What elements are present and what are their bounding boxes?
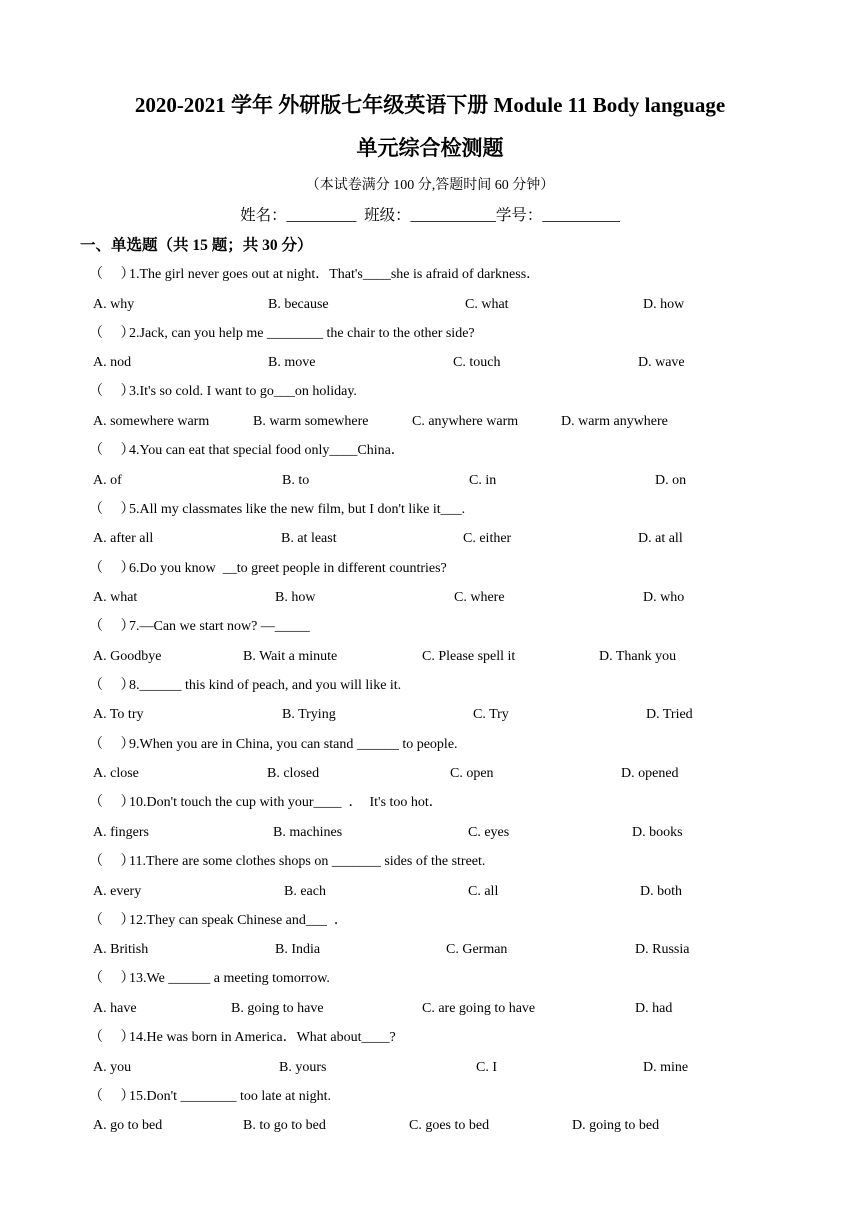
question-text: 14.He was born in America．What about____?: [129, 1030, 396, 1046]
option-b: B. warm somewhere: [253, 413, 369, 429]
question-2: [89, 324, 475, 344]
option-d: D. had: [635, 1000, 673, 1016]
option-a: A. To try: [93, 707, 144, 723]
question-9: [89, 735, 458, 755]
answer-blank[interactable]: （ ）: [89, 854, 135, 869]
option-a: A. you: [93, 1059, 132, 1075]
question-13: [89, 969, 330, 989]
option-c: C. Please spell it: [422, 648, 516, 664]
option-c: C. anywhere warm: [412, 413, 519, 429]
option-d: D. Tried: [646, 707, 693, 723]
option-a: A. British: [93, 942, 149, 958]
question-3: [89, 382, 357, 402]
option-a: A. after all: [93, 531, 154, 547]
option-b: B. because: [268, 296, 329, 312]
exam-note: （本试卷满分 100 分,答题时间 60 分钟）: [305, 178, 555, 193]
option-d: D. on: [655, 472, 687, 488]
question-text: 8.______ this kind of peach, and you will like it.: [129, 677, 402, 693]
option-b: B. Wait a minute: [243, 648, 338, 664]
question-text: 10.Don't touch the cup with your____ ． It's too hot．: [129, 795, 443, 811]
option-b: B. to: [282, 472, 310, 488]
option-d: D. at all: [638, 531, 683, 547]
question-8: [89, 676, 401, 696]
question-7: [89, 617, 310, 637]
option-c: C. touch: [453, 355, 501, 371]
option-b: B. closed: [267, 766, 320, 782]
question-text: 4.You can eat that special food only____China．: [129, 443, 405, 459]
answer-blank[interactable]: （ ）: [89, 912, 135, 928]
question-text: 12.They can speak Chinese and___ ．: [129, 912, 348, 928]
option-c: C. open: [450, 766, 494, 782]
question-text: 1.The girl never goes out at night．That's____she is afraid of darkness．: [129, 267, 541, 282]
option-c: C. what: [465, 296, 509, 312]
option-d: D. warm anywhere: [561, 413, 668, 429]
option-d: D. books: [632, 824, 683, 840]
option-d: D. how: [643, 296, 685, 312]
question-15: [89, 1087, 331, 1107]
question-text: 11.There are some clothes shops on _______ sides of the street.: [129, 854, 486, 869]
option-b: B. how: [275, 590, 316, 605]
option-c: C. Try: [473, 707, 509, 723]
question-text: 3.It's so cold. I want to go___on holiday.: [129, 384, 357, 400]
option-c: C. German: [446, 942, 508, 958]
answer-blank[interactable]: （ ）: [89, 1030, 135, 1046]
option-c: C. in: [469, 472, 497, 488]
page-subtitle: 单元综合检测题: [356, 136, 504, 160]
option-c: C. are going to have: [422, 1000, 536, 1016]
answer-blank[interactable]: （ ）: [89, 267, 135, 282]
option-b: B. yours: [279, 1059, 327, 1075]
option-c: C. goes to bed: [409, 1118, 490, 1134]
option-b: B. to go to bed: [243, 1118, 326, 1134]
option-d: D. opened: [621, 766, 679, 782]
question-text: 13.We ______ a meeting tomorrow.: [129, 971, 330, 987]
question-5: [89, 500, 465, 520]
answer-blank[interactable]: （ ）: [89, 325, 135, 341]
page-title: 2020-2021 学年 外研版七年级英语下册 Module 11 Body language: [134, 93, 726, 117]
question-6: [89, 559, 447, 579]
option-d: D. Thank you: [599, 648, 677, 664]
option-c: C. I: [476, 1059, 497, 1075]
option-a: A. somewhere warm: [93, 413, 210, 429]
question-text: 2.Jack, can you help me ________ the chair to the other side?: [129, 325, 475, 341]
option-d: D. both: [640, 883, 682, 899]
option-a: A. what: [93, 590, 138, 605]
option-a: A. every: [93, 883, 142, 899]
option-a: A. go to bed: [93, 1118, 163, 1134]
answer-blank[interactable]: （ ）: [89, 795, 135, 811]
question-4: [89, 441, 405, 461]
option-b: B. machines: [273, 824, 343, 840]
answer-blank[interactable]: （ ）: [89, 560, 135, 576]
option-a: A. close: [93, 766, 139, 782]
question-text: 5.All my classmates like the new film, but I don't like it___.: [129, 501, 466, 517]
option-c: C. where: [454, 590, 505, 605]
answer-blank[interactable]: （ ）: [89, 619, 135, 635]
question-text: 15.Don't ________ too late at night.: [129, 1088, 332, 1104]
option-c: C. either: [463, 531, 512, 547]
option-d: D. mine: [643, 1059, 689, 1075]
option-a: A. why: [93, 296, 135, 312]
section-heading: 一、单选题（共 15 题；共 30 分）: [80, 237, 313, 254]
option-a: A. fingers: [93, 824, 149, 840]
option-a: A. nod: [93, 355, 132, 371]
answer-blank[interactable]: （ ）: [89, 971, 135, 987]
option-d: D. who: [643, 590, 685, 605]
option-c: C. all: [468, 883, 499, 899]
student-info-line: 姓名：_________ 班级：___________学号：__________: [240, 207, 620, 224]
answer-blank[interactable]: （ ）: [89, 501, 135, 517]
question-text: 9.When you are in China, you can stand ______ to people.: [129, 736, 458, 752]
answer-blank[interactable]: （ ）: [89, 1088, 135, 1104]
answer-blank[interactable]: （ ）: [89, 443, 135, 459]
option-a: A. have: [93, 1000, 137, 1016]
question-11: [89, 852, 485, 872]
option-d: D. Russia: [635, 942, 690, 958]
option-b: B. move: [268, 355, 316, 371]
option-a: A. Goodbye: [93, 648, 162, 664]
option-a: A. of: [93, 472, 122, 488]
question-12: [89, 911, 348, 931]
question-10: [89, 793, 443, 813]
answer-blank[interactable]: （ ）: [89, 677, 135, 693]
option-d: D. going to bed: [572, 1118, 660, 1134]
answer-blank[interactable]: （ ）: [89, 736, 135, 752]
question-text: 7.—Can we start now? —_____: [129, 619, 310, 635]
option-c: C. eyes: [468, 824, 510, 840]
option-b: B. at least: [281, 531, 337, 547]
option-b: B. Trying: [282, 707, 336, 723]
answer-blank[interactable]: （ ）: [89, 384, 135, 400]
option-d: D. wave: [638, 355, 685, 371]
option-b: B. going to have: [231, 1000, 324, 1016]
question-14: [89, 1028, 396, 1048]
question-1: [89, 265, 540, 285]
option-b: B. each: [284, 883, 326, 899]
option-b: B. India: [275, 942, 321, 958]
question-text: 6.Do you know __to greet people in different countries?: [129, 560, 447, 576]
